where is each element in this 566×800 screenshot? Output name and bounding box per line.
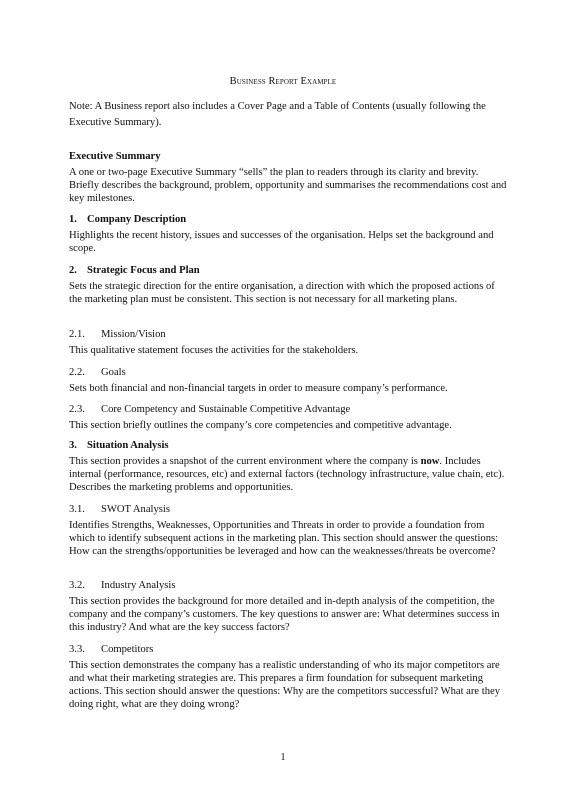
cover-note: Note: A Business report also includes a Cover Page and a Table of Contents (usually following the Executive Summary). <box>69 101 486 128</box>
subsection-number: 2.2. <box>69 367 85 378</box>
section-situation-analysis <box>69 439 509 494</box>
section-goals <box>69 366 509 395</box>
subsection-heading <box>69 366 509 380</box>
emphasis-now: now <box>420 456 440 467</box>
section-heading <box>69 264 509 278</box>
subsection-number: 3.3. <box>69 644 85 655</box>
subsection-body: This section briefly outlines the company’s core competencies and competitive advantage. <box>69 420 452 431</box>
section-body: A one or two-page Executive Summary “sells” the plan to readers through its clarity and brevity. Briefly describes the background, problem, opportunity and summarises the recommendations cost and key milestones. <box>69 167 507 204</box>
section-number: 2. <box>69 265 77 276</box>
section-executive-summary <box>69 150 509 205</box>
subsection-heading <box>69 579 509 593</box>
section-number: 1. <box>69 214 77 225</box>
section-company-description <box>69 213 509 255</box>
subsection-title: Goals <box>101 367 126 378</box>
section-title: Strategic Focus and Plan <box>87 265 200 276</box>
section-body: Highlights the recent history, issues and successes of the organisation. Helps set the background and scope. <box>69 230 494 254</box>
subsection-heading <box>69 643 509 657</box>
subsection-title: SWOT Analysis <box>101 504 170 515</box>
page-number: 1 <box>280 752 286 763</box>
document-title: Business Report Example <box>229 76 337 87</box>
section-heading: Executive Summary <box>69 151 161 162</box>
section-core-competency <box>69 403 509 432</box>
subsection-heading <box>69 503 509 517</box>
subsection-title: Industry Analysis <box>101 580 176 591</box>
subsection-title: Core Competency and Sustainable Competitive Advantage <box>101 404 351 415</box>
section-number: 3. <box>69 440 77 451</box>
body-text: . Includes internal (performance, resources, etc) and external factors (technology infrastructure, value chain, etc). Describes the marketing problems and opportunities. <box>69 456 505 493</box>
subsection-title: Mission/Vision <box>101 329 166 340</box>
body-text: This section provides a snapshot of the current environment where the company is <box>69 456 421 467</box>
subsection-heading <box>69 403 509 417</box>
subsection-body: Identifies Strengths, Weaknesses, Opportunities and Threats in order to provide a foundation from which to identify subsequent actions in the marketing plan. This section should answer the questions: How can the strengths/opportunities be leveraged and how can the weaknesses/threats be overcome? <box>69 520 499 557</box>
section-title: Situation Analysis <box>87 440 169 451</box>
subsection-heading <box>69 328 509 342</box>
subsection-title: Competitors <box>101 644 154 655</box>
section-title: Company Description <box>87 214 187 225</box>
subsection-number: 2.3. <box>69 404 85 415</box>
section-industry-analysis <box>69 579 509 634</box>
subsection-body: Sets both financial and non-financial targets in order to measure company’s performance. <box>69 383 448 394</box>
section-heading <box>69 213 509 227</box>
subsection-body: This qualitative statement focuses the activities for the stakeholders. <box>69 345 359 356</box>
section-heading <box>69 439 509 453</box>
subsection-number: 3.1. <box>69 504 85 515</box>
subsection-number: 2.1. <box>69 329 85 340</box>
section-swot-analysis <box>69 503 509 558</box>
section-body: Sets the strategic direction for the entire organisation, a direction with which the proposed actions of the marketing plan must be consistent. This section is not necessary for all marketing plans. <box>69 281 495 305</box>
section-body <box>69 455 509 494</box>
subsection-number: 3.2. <box>69 580 85 591</box>
section-strategic-focus <box>69 264 509 306</box>
subsection-body: This section demonstrates the company has a realistic understanding of who its major competitors are and what their marketing strategies are. This prepares a firm foundation for subsequent marketing actions. This section should answer the questions: Why are the competitors successful? What are they doing right, what are they doing wrong? <box>69 660 500 710</box>
section-competitors <box>69 643 509 711</box>
section-mission-vision <box>69 328 509 357</box>
subsection-body: This section provides the background for more detailed and in-depth analysis of the competition, the company and the company’s customers. The key questions to answer are: What determines success in this industry? And what are the key success factors? <box>69 596 500 633</box>
